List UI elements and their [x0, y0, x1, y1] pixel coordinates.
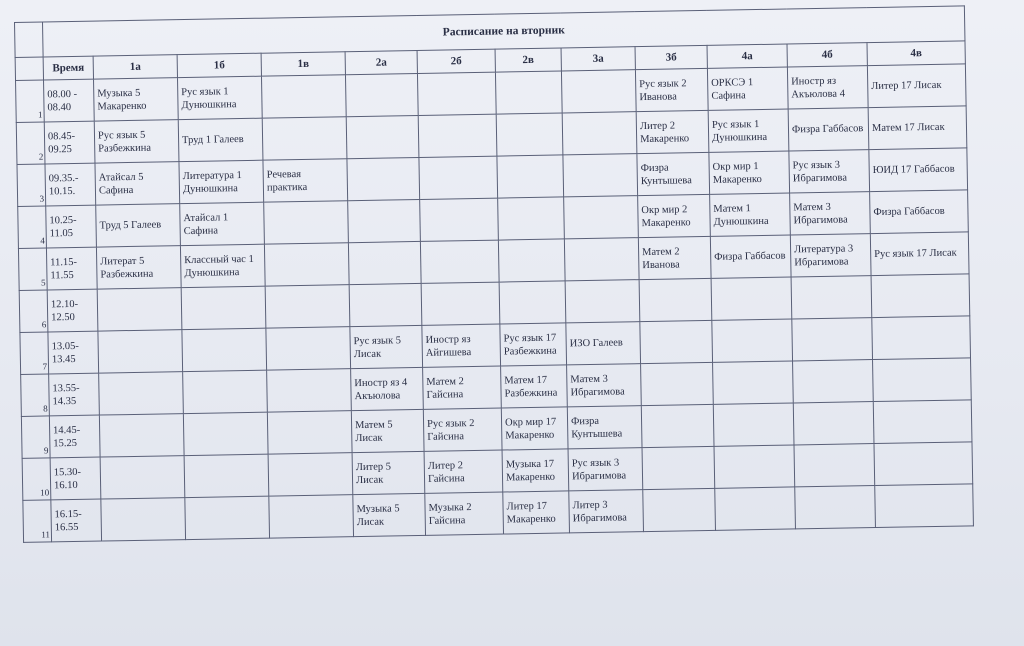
lesson-cell: Музыка 5 Макаренко: [94, 78, 179, 121]
schedule-title: Расписание на вторник: [43, 6, 966, 57]
lesson-cell: [874, 442, 973, 486]
lesson-cell: Литер 3 Ибрагимова: [569, 490, 644, 533]
lesson-cell: [873, 358, 972, 402]
lesson-cell: [639, 278, 712, 321]
lesson-cell: [643, 488, 716, 531]
lesson-number: 10: [22, 458, 51, 500]
lesson-time: 08.00 - 08.40: [44, 79, 95, 122]
lesson-cell: Атайсал 1 Сафина: [180, 202, 265, 245]
lesson-cell: Окр мир 1 Макаренко: [709, 151, 790, 194]
lesson-cell: Рус язык 1 Дунюшкина: [708, 109, 789, 152]
lesson-cell: [795, 486, 876, 529]
lesson-cell: Речевая практика: [263, 159, 348, 202]
lesson-number: 2: [16, 122, 45, 164]
lesson-number: 6: [19, 290, 48, 332]
lesson-cell: [418, 114, 497, 157]
lesson-cell: [346, 115, 419, 158]
lesson-cell: [498, 239, 565, 282]
lesson-cell: [565, 280, 640, 323]
lesson-cell: Физра Габбасов: [870, 190, 969, 234]
lesson-cell: [794, 444, 875, 487]
lesson-cell: [268, 453, 353, 496]
lesson-time: 12.10- 12.50: [47, 289, 98, 332]
lesson-cell: [349, 283, 422, 326]
lesson-cell: [495, 71, 562, 114]
lesson-cell: Окр мир 17 Макаренко: [501, 407, 568, 450]
lesson-cell: Рус язык 5 Разбежкина: [94, 120, 179, 163]
lesson-cell: Матем 5 Лисак: [351, 409, 424, 452]
lesson-cell: [185, 496, 270, 539]
lesson-cell: Физра Кунтышева: [567, 406, 642, 449]
lesson-cell: [97, 288, 182, 331]
lesson-cell: [875, 484, 974, 528]
lesson-cell: Рус язык 2 Иванова: [635, 68, 708, 111]
lesson-cell: [499, 281, 566, 324]
lesson-cell: Рус язык 2 Гайсина: [423, 408, 502, 451]
class-column-header: 4б: [787, 43, 867, 67]
lesson-time: 10.25- 11.05: [46, 205, 97, 248]
lesson-cell: Матем 3 Ибрагимова: [567, 364, 642, 407]
lesson-cell: [562, 112, 637, 155]
lesson-cell: [183, 412, 268, 455]
lesson-number: 11: [23, 500, 52, 542]
lesson-cell: [497, 155, 564, 198]
lesson-cell: Матем 17 Разбежкина: [501, 365, 568, 408]
lesson-time: 13.55- 14.35: [49, 373, 100, 416]
lesson-cell: Литература 1 Дунюшкина: [179, 160, 264, 203]
lesson-time: 16.15- 16.55: [51, 499, 102, 542]
lesson-cell: [642, 446, 715, 489]
corner-cell: [15, 22, 44, 57]
lesson-cell: Физра Габбасов: [788, 108, 869, 151]
lesson-cell: Иностр яз Айгишева: [422, 324, 501, 367]
lesson-cell: [712, 319, 793, 362]
lesson-time: 14.45- 15.25: [49, 415, 100, 458]
class-column-header: 4а: [707, 44, 787, 68]
lesson-time: 15.30- 16.10: [50, 457, 101, 500]
class-column-header: 1в: [261, 52, 345, 76]
lesson-cell: Иностр яз Акъюлова 4: [787, 66, 868, 109]
lesson-cell: [266, 327, 351, 370]
lesson-cell: [261, 75, 346, 118]
lesson-cell: Рус язык 17 Лисак: [870, 232, 969, 276]
lesson-cell: [871, 274, 970, 318]
lesson-cell: Литерат 5 Разбежкина: [96, 246, 181, 289]
lesson-cell: [640, 320, 713, 363]
time-column-header: Время: [43, 56, 93, 80]
lesson-cell: ЮИД 17 Габбасов: [869, 148, 968, 192]
lesson-cell: [348, 199, 421, 242]
lesson-cell: [264, 243, 349, 286]
class-column-header: 2б: [417, 49, 495, 73]
lesson-cell: [714, 445, 795, 488]
lesson-cell: [711, 277, 792, 320]
lesson-cell: [793, 402, 874, 445]
lesson-time: 08.45- 09.25: [44, 121, 95, 164]
lesson-cell: [267, 369, 352, 412]
class-column-header: 2а: [345, 50, 417, 74]
class-column-header: 3б: [635, 45, 707, 69]
class-column-header: 2в: [495, 48, 561, 72]
lesson-cell: [99, 414, 184, 457]
lesson-cell: ОРКСЭ 1 Сафина: [707, 67, 788, 110]
lesson-cell: Труд 5 Галеев: [96, 204, 181, 247]
lesson-cell: [265, 285, 350, 328]
lesson-number: 4: [18, 206, 47, 248]
lesson-cell: [873, 400, 972, 444]
lesson-cell: [348, 241, 421, 284]
lesson-cell: [347, 157, 420, 200]
lesson-cell: Матем 2 Гайсина: [423, 366, 502, 409]
lesson-cell: Окр мир 2 Макаренко: [638, 194, 711, 237]
lesson-cell: [641, 404, 714, 447]
lesson-cell: [262, 117, 347, 160]
lesson-number: 8: [21, 374, 50, 416]
class-column-header: 1б: [177, 53, 261, 77]
lesson-cell: Матем 2 Иванова: [638, 236, 711, 279]
lesson-cell: [420, 240, 499, 283]
lesson-cell: [564, 196, 639, 239]
lesson-number: 1: [16, 80, 45, 122]
class-column-header: 1а: [93, 55, 177, 79]
lesson-number: 3: [17, 164, 46, 206]
lesson-cell: [713, 403, 794, 446]
lesson-cell: Музыка 5 Лисак: [353, 493, 426, 536]
lesson-time: 13.05- 13.45: [48, 331, 99, 374]
lesson-cell: Литер 17 Лисак: [867, 64, 966, 108]
lesson-cell: Музыка 2 Гайсина: [425, 492, 504, 535]
lesson-cell: [563, 154, 638, 197]
class-column-header: 4в: [867, 41, 965, 66]
lesson-cell: [419, 156, 498, 199]
lesson-cell: Литер 5 Лисак: [352, 451, 425, 494]
lesson-cell: Рус язык 1 Дунюшкина: [177, 76, 262, 119]
lesson-cell: Классный час 1 Дунюшкина: [180, 244, 265, 287]
lesson-cell: [420, 198, 499, 241]
lesson-cell: [641, 362, 714, 405]
lesson-cell: Музыка 17 Макаренко: [502, 449, 569, 492]
lesson-cell: Труд 1 Галеев: [178, 118, 263, 161]
lesson-cell: [498, 197, 565, 240]
lesson-cell: Рус язык 5 Лисак: [350, 325, 423, 368]
lesson-cell: [269, 495, 354, 538]
lesson-cell: Литер 17 Макаренко: [503, 491, 570, 534]
lesson-cell: [101, 498, 186, 541]
lesson-cell: [564, 238, 639, 281]
lesson-cell: [267, 411, 352, 454]
lesson-cell: [100, 456, 185, 499]
schedule-table: [14, 5, 974, 543]
lesson-cell: [496, 113, 563, 156]
lesson-cell: Рус язык 17 Разбежкина: [500, 323, 567, 366]
lesson-cell: [181, 286, 266, 329]
lesson-time: 09.35.- 10.15.: [45, 163, 96, 206]
lesson-number: 5: [18, 248, 47, 290]
schedule-sheet: [14, 5, 984, 607]
lesson-cell: [184, 454, 269, 497]
lesson-cell: Литература 3 Ибрагимова: [790, 234, 871, 277]
lesson-cell: [417, 72, 496, 115]
lesson-cell: ИЗО Галеев: [566, 322, 641, 365]
lesson-cell: Матем 1 Дунюшкина: [710, 193, 791, 236]
lesson-number: 9: [21, 416, 50, 458]
row-number-header: [15, 57, 43, 80]
lesson-cell: [345, 73, 418, 116]
lesson-cell: Литер 2 Макаренко: [636, 110, 709, 153]
lesson-cell: [713, 361, 794, 404]
class-column-header: 3а: [561, 47, 635, 71]
lesson-cell: [561, 70, 636, 113]
lesson-cell: Рус язык 3 Ибрагимова: [789, 150, 870, 193]
lesson-cell: [792, 318, 873, 361]
lesson-cell: Матем 17 Лисак: [868, 106, 967, 150]
lesson-cell: Физра Кунтышева: [637, 152, 710, 195]
lesson-time: 11.15- 11.55: [46, 247, 97, 290]
lesson-cell: [182, 328, 267, 371]
lesson-cell: [715, 487, 796, 530]
lesson-cell: [872, 316, 971, 360]
lesson-cell: [421, 282, 500, 325]
lesson-number: 7: [20, 332, 49, 374]
lesson-cell: [793, 360, 874, 403]
lesson-cell: Физра Габбасов: [710, 235, 791, 278]
lesson-cell: [99, 372, 184, 415]
lesson-cell: Литер 2 Гайсина: [424, 450, 503, 493]
lesson-cell: Иностр яз 4 Акъюлова: [351, 367, 424, 410]
lesson-cell: [98, 330, 183, 373]
lesson-cell: Рус язык 3 Ибрагимова: [568, 448, 643, 491]
lesson-cell: [183, 370, 268, 413]
lesson-cell: [264, 201, 349, 244]
lesson-cell: [791, 276, 872, 319]
lesson-cell: Атайсал 5 Сафина: [95, 162, 180, 205]
lesson-cell: Матем 3 Ибрагимова: [790, 192, 871, 235]
